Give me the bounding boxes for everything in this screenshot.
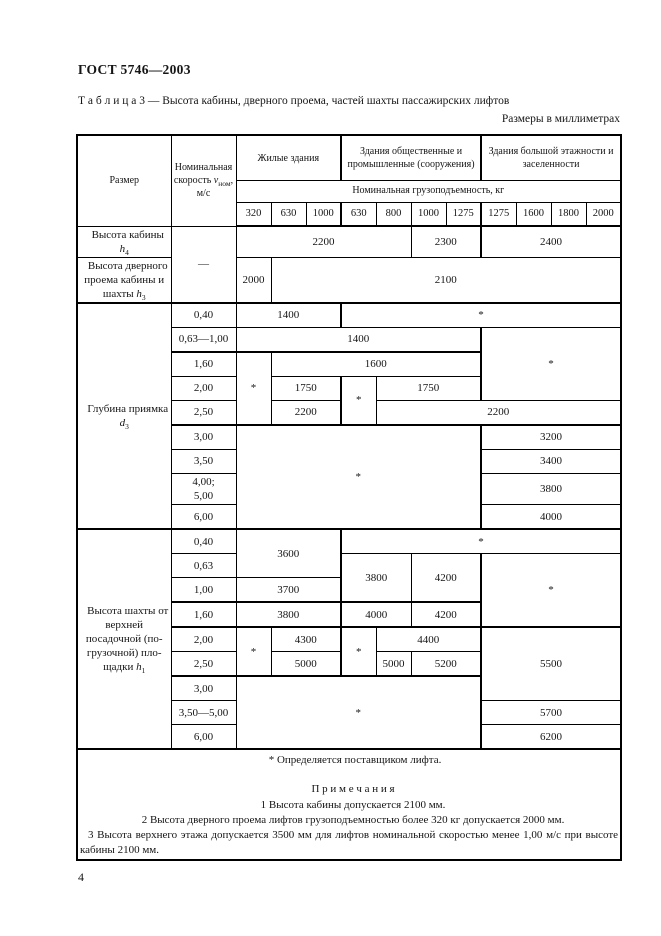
asterisk-cell: * xyxy=(236,676,481,749)
value-cell: 3800 xyxy=(236,602,341,627)
table-row xyxy=(77,257,621,303)
value-cell: 3600 xyxy=(236,529,341,578)
page-number: 4 xyxy=(78,869,84,884)
asterisk-cell: * xyxy=(236,425,481,529)
table-body xyxy=(77,226,621,860)
value-cell: 1600 xyxy=(271,352,481,377)
value-cell: 5000 xyxy=(376,652,411,677)
speed-value: 2,50 xyxy=(171,400,236,425)
table-row xyxy=(77,529,621,554)
asterisk-cell: * xyxy=(236,352,271,425)
speed-value: 3,00 xyxy=(171,676,236,701)
value-cell: 4400 xyxy=(376,627,481,652)
value-cell: 5700 xyxy=(481,701,621,725)
value-cell: 3400 xyxy=(481,449,621,473)
value-cell: 4200 xyxy=(411,602,481,627)
asterisk-cell: * xyxy=(481,327,621,400)
speed-value: 0,63—1,00 xyxy=(171,327,236,352)
document-number: ГОСТ 5746—2003 xyxy=(78,62,191,77)
value-cell: 2400 xyxy=(481,226,621,257)
value-cell: 6200 xyxy=(481,725,621,750)
value-cell: 5000 xyxy=(271,652,341,677)
table-caption: Т а б л и ц а 3 — Высота кабины, дверного проема, частей шахты пассажирских лифтов xyxy=(78,95,510,107)
asterisk-cell: * xyxy=(236,627,271,676)
value-cell: 3200 xyxy=(481,425,621,450)
value-cell: 2200 xyxy=(376,400,621,425)
note-2: 2 Высота дверного проема лифтов грузоподъемностью более 320 кг допускается 2000 мм. xyxy=(141,814,565,827)
value-cell: 1400 xyxy=(236,327,481,352)
value-cell: 2200 xyxy=(236,226,411,257)
notes-heading: П р и м е ч а н и я xyxy=(311,783,395,796)
value-cell: 3700 xyxy=(236,578,341,603)
speed-value: 4,00; 5,00 xyxy=(171,473,236,504)
value-cell: 4000 xyxy=(481,505,621,530)
value-cell: 1750 xyxy=(271,376,341,400)
row-label-door-opening-height: Высота дверного проема кабины и шахты $h_3$ xyxy=(77,257,171,303)
speed-value: 3,50 xyxy=(171,449,236,473)
load-header-1600: 1600 xyxy=(516,203,551,227)
load-header-800: 800 xyxy=(376,203,411,227)
value-cell: 2100 xyxy=(271,257,621,303)
table-row xyxy=(77,226,621,257)
value-cell: 3800 xyxy=(481,473,621,504)
footnote-asterisk: * Определяется поставщиком лифта. xyxy=(268,754,442,767)
load-header-630-2: 630 xyxy=(341,203,376,227)
asterisk-cell: * xyxy=(341,303,621,328)
value-cell: 2000 xyxy=(236,257,271,303)
table-row xyxy=(77,749,621,860)
value-cell: 1400 xyxy=(236,303,341,328)
load-header-1275: 1275 xyxy=(446,203,481,227)
footnote-cell xyxy=(77,749,621,860)
load-header-2000: 2000 xyxy=(586,203,621,227)
load-header-320: 320 xyxy=(236,203,271,227)
asterisk-cell: * xyxy=(341,529,621,554)
load-header-1800: 1800 xyxy=(551,203,586,227)
row-label-shaft-height: Высота шахты от верхней посадочной (погрузочной) площадки $h_1$ xyxy=(77,529,171,749)
speed-value: 3,00 xyxy=(171,425,236,450)
load-header-630: 630 xyxy=(271,203,306,227)
value-cell: 1750 xyxy=(376,376,481,400)
speed-value: 0,40 xyxy=(171,529,236,554)
speed-value: 6,00 xyxy=(171,505,236,530)
table-row xyxy=(77,303,621,328)
table3-dimensions xyxy=(76,134,622,861)
value-cell: 3800 xyxy=(341,554,411,603)
row-label-cabin-height: Высота кабины $h_4$ xyxy=(77,226,171,257)
speed-value: 1,60 xyxy=(171,602,236,627)
group-header-residential: Жилые здания xyxy=(236,135,341,181)
value-cell: 5500 xyxy=(481,627,621,701)
group-header-public-industrial: Здания общественные и промышленные (сооружения) xyxy=(341,135,481,181)
speed-value: 0,40 xyxy=(171,303,236,328)
note-1: 1 Высота кабины допускается 2100 мм. xyxy=(260,799,446,812)
load-capacity-header: Номинальная грузоподъемность, кг xyxy=(236,181,621,203)
note-3: 3 Высота верхнего этажа допускается 3500 мм для лифтов номинальной скоростью менее 1,00 м/с при высоте кабины 2100 мм. xyxy=(80,828,619,856)
speed-value: 1,60 xyxy=(171,352,236,377)
speed-value: — xyxy=(171,226,236,303)
col-header-size: Размер xyxy=(77,135,171,226)
col-header-speed: Номинальная скорость $v_{ном}$, м/с xyxy=(171,135,236,226)
load-header-1275-2: 1275 xyxy=(481,203,516,227)
speed-value: 2,00 xyxy=(171,627,236,652)
speed-value: 3,50—5,00 xyxy=(171,701,236,725)
speed-value: 6,00 xyxy=(171,725,236,750)
speed-value: 2,50 xyxy=(171,652,236,677)
value-cell: 4200 xyxy=(411,554,481,603)
value-cell: 4300 xyxy=(271,627,341,652)
row-label-pit-depth: Глубина приямка $d_3$ xyxy=(77,303,171,529)
asterisk-cell: * xyxy=(341,627,376,676)
speed-value: 0,63 xyxy=(171,554,236,578)
asterisk-cell: * xyxy=(481,554,621,628)
speed-value: 2,00 xyxy=(171,376,236,400)
table-head xyxy=(77,135,621,226)
asterisk-cell: * xyxy=(341,376,376,425)
value-cell: 5200 xyxy=(411,652,481,677)
speed-value: 1,00 xyxy=(171,578,236,603)
group-header-highrise: Здания большой этажности и заселенности xyxy=(481,135,621,181)
value-cell: 2200 xyxy=(271,400,341,425)
table-header-row xyxy=(77,135,621,181)
value-cell: 2300 xyxy=(411,226,481,257)
units-note: Размеры в миллиметрах xyxy=(501,113,620,125)
load-header-1000: 1000 xyxy=(306,203,341,227)
load-header-1000-2: 1000 xyxy=(411,203,446,227)
value-cell: 4000 xyxy=(341,602,411,627)
